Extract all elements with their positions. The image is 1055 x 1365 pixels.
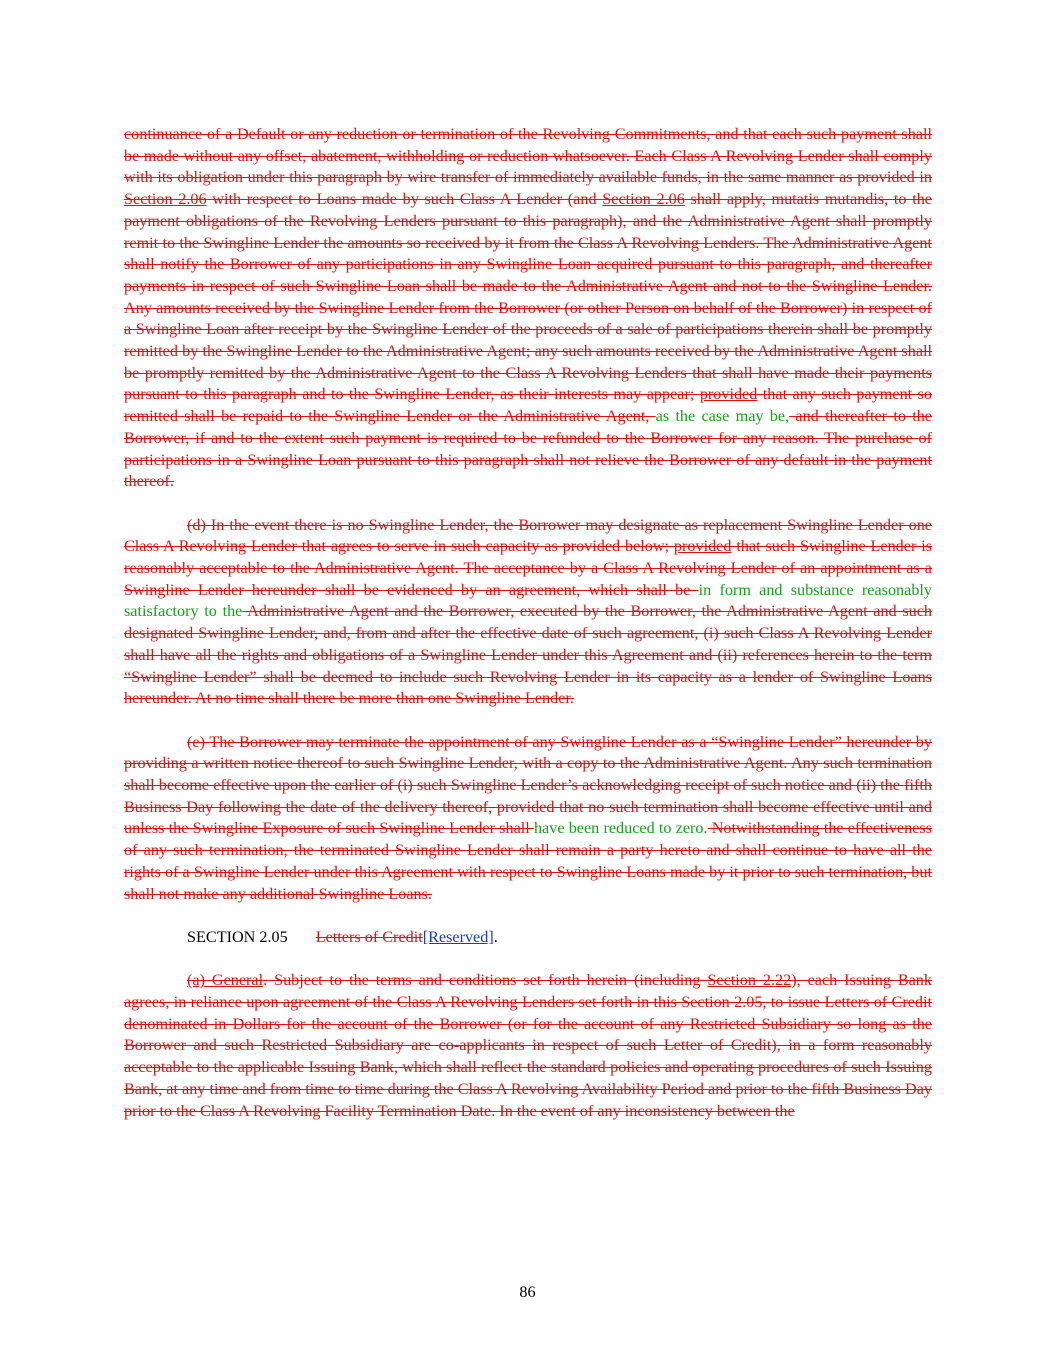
deleted-text: (d) In the event there is no Swingline Lender, the Borrower may designate as replacement Swingline Lender one Class A Revolving Lender that agrees to serve in such capacity as provided below; <box>124 515 932 556</box>
deleted-text: (e) The Borrower may terminate the appointment of any Swingline Lender as a “Swingline Lender” hereunder by providing a written notice thereof to such Swingline Lender, with a copy to the Administrative Agent. Any such termination shall become effective upon the earlier of (i) such Swingline Lender’s acknowledging receipt of such notice and (ii) the fifth Business Day following the date of the delivery thereof, provided that no such termination shall become effective until and unless the Swingline Exposure of such Swingline Lender shall <box>124 732 932 838</box>
document-page <box>124 124 932 1122</box>
deleted-section-reference: Section 2.06 <box>602 190 685 209</box>
inserted-text: in form and substance reasonably satisfactory to the <box>124 580 932 621</box>
deleted-text: . Subject to the terms and conditions set forth herein (including <box>263 971 708 990</box>
deleted-provided-term: provided <box>699 385 758 404</box>
deleted-text: shall apply, mutatis mutandis, to the payment obligations of the Revolving Lenders pursuant to this paragraph), and the Administrative Agent shall promptly remit to the Swingline Lender the amounts so received by it from the Class A Revolving Lenders. The Administrative Agent shall notify the Borrower of any participations in any Swingline Loan acquired pursuant to this paragraph, and thereafter payments in respect of such Swingline Loan shall be made to the Administrative Agent and not to the Swingline Lender. Any amounts received by the Swingline Lender from the Borrower (or other Person on behalf of the Borrower) in respect of a Swingline Loan after receipt by the Swingline Lender of the proceeds of a sale of participations therein shall be promptly remitted by the Swingline Lender to the Administrative Agent; any such amounts received by the Administrative Agent shall be promptly remitted by the Administrative Agent to the Class A Revolving Lenders that shall have made their payments pursuant to this paragraph and to the Swingline Lender, as their interests may appear; <box>124 190 932 404</box>
paragraph-c-continuation <box>124 124 932 493</box>
deleted-text: that such Swingline Lender is reasonably acceptable to the Administrative Agent. The acceptance by a Class A Revolving Lender of an appointment as a Swingline Lender hereunder shall be evidenced by an agreement, which shall be <box>124 537 932 599</box>
deleted-text: that any such payment so remitted shall be repaid to the Swingline Lender or the Administrative Agent, <box>124 385 933 426</box>
deleted-provided-term: provided <box>673 537 732 556</box>
paragraph-d <box>124 515 932 710</box>
deleted-text: Notwithstanding the effectiveness of any such termination, the terminated Swingline Lender shall remain a party hereto and shall continue to have all the rights of a Swingline Lender under this Agreement with respect to Swingline Loans made by it prior to such termination, but shall not make any additional Swingline Loans. <box>124 819 932 903</box>
inserted-heading: [Reserved] <box>422 927 494 946</box>
page-number: 86 <box>519 1283 536 1301</box>
section-2-05-heading <box>124 927 932 949</box>
deleted-text: and thereafter to the Borrower, if and to the extent such payment is required to be refunded to the Borrower for any reason. The purchase of participations in a Swingline Loan pursuant to this paragraph shall not relieve the Borrower of any default in the payment thereof. <box>124 407 932 491</box>
deleted-text: ), each Issuing Bank agrees, in reliance upon agreement of the Class A Revolving Lenders set forth in this Section 2.05, to issue Letters of Credit denominated in Dollars for the account of the Borrower (or for the account of any Restricted Subsidiary so long as the Borrower and such Restricted Subsidiary are co-applicants in respect of such Letter of Credit), in a form reasonably acceptable to the applicable Issuing Bank, which shall reflect the standard policies and operating procedures of such Issuing Bank, at any time and from time to time during the Class A Revolving Availability Period and prior to the fifth Business Day prior to the Class A Revolving Facility Termination Date. In the event of any inconsistency between the <box>124 971 932 1120</box>
deleted-heading: Letters of Credit <box>315 927 423 946</box>
inserted-text: have been reduced to zero. <box>533 819 708 838</box>
deleted-text: with respect to Loans made by such Class A Lender (and <box>206 190 603 209</box>
deleted-section-reference: Section 2.06 <box>124 190 207 209</box>
deleted-section-reference: Section 2.22 <box>707 971 792 990</box>
heading-period: . <box>493 927 498 946</box>
section-number: SECTION 2.05 <box>187 927 288 946</box>
deleted-text: Administrative Agent and the Borrower, executed by the Borrower, the Administrative Agent and such designated Swingline Lender, and, from and after the effective date of such agreement, (i) such Class A Revolving Lender shall have all the rights and obligations of a Swingline Lender under this Agreement and (ii) references herein to the term “Swingline Lender” shall be deemed to include such Revolving Lender in its capacity as a lender of Swingline Loans hereunder. At no time shall there be more than one Swingline Lender. <box>124 602 933 708</box>
deleted-text: continuance of a Default or any reduction or termination of the Revolving Commitments, and that each such payment shall be made without any offset, abatement, withholding or reduction whatsoever. Each Class A Revolving Lender shall comply with its obligation under this paragraph by wire transfer of immediately available funds, in the same manner as provided in <box>124 125 932 187</box>
deleted-subheading: (a) General <box>187 971 264 990</box>
paragraph-a-general <box>124 970 932 1122</box>
paragraph-e <box>124 732 932 906</box>
inserted-text: as the case may be, <box>655 407 790 426</box>
